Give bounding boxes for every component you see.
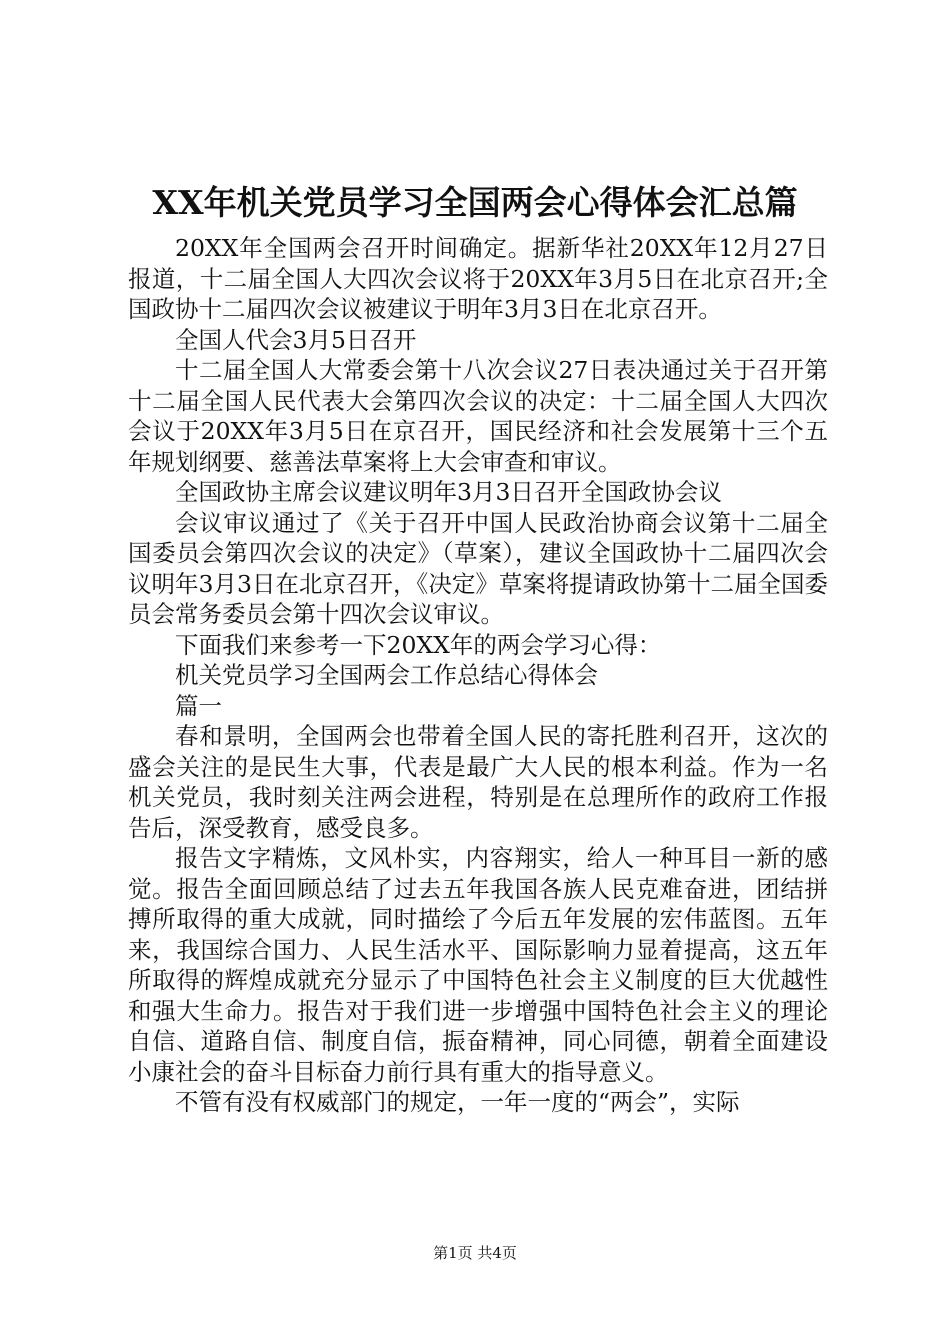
paragraph: 20XX年全国两会召开时间确定。据新华社20XX年12月27日报道，十二届全国人大四次会议将于20XX年3月5日在北京召开;全国政协十二届四次会议被建议于明年3月3日在北京召开。 [128, 234, 828, 323]
paragraph: 十二届全国人大常委会第十八次会议27日表决通过关于召开第十二届全国人民代表大会第四次会议的决定：十二届全国人大四次会议于20XX年3月5日在京召开，国民经济和社会发展第十三个五年规划纲要、慈善法草案将上大会审查和审议。 [128, 356, 828, 476]
paragraph: 不管有没有权威部门的规定，一年一度的“两会”，实际 [175, 1088, 740, 1116]
paragraph: 全国人代会3月5日召开 [175, 325, 417, 354]
document-body [128, 233, 828, 1118]
paragraph: 全国政协主席会议建议明年3月3日召开全国政协会议 [175, 478, 722, 506]
paragraph: 下面我们来参考一下20XX年的两会学习心得： [175, 630, 662, 659]
document-title: XX年机关党员学习全国两会心得体会汇总篇 [152, 183, 798, 222]
paragraph: 机关党员学习全国两会工作总结心得体会 [175, 661, 598, 689]
page-number-footer: 第1页 共4页 [433, 1244, 517, 1262]
paragraph: 篇一 [175, 691, 222, 720]
paragraph: 报告文字精炼，文风朴实，内容翔实，给人一种耳目一新的感觉。报告全面回顾总结了过去五年我国各族人民克难奋进，团结拼搏所取得的重大成就，同时描绘了今后五年发展的宏伟蓝图。五年来，我国综合国力、人民生活水平、国际影响力显着提高，这五年所取得的辉煌成就充分显示了中国特色社会主义制度的巨大优越性和强大生命力。报告对于我们进一步增强中国特色社会主义的理论自信、道路自信、制度自信，振奋精神，同心同德，朝着全面建设小康社会的奋斗目标奋力前行具有重大的指导意义。 [128, 844, 828, 1086]
paragraph: 春和景明，全国两会也带着全国人民的寄托胜利召开，这次的盛会关注的是民生大事，代表是最广大人民的根本利益。作为一名机关党员，我时刻关注两会进程，特别是在总理所作的政府工作报告后，深受教育，感受良多。 [128, 722, 828, 842]
paragraph: 会议审议通过了《关于召开中国人民政治协商会议第十二届全国委员会第四次会议的决定》（草案），建议全国政协十二届四次会议明年3月3日在北京召开，《决定》草案将提请政协第十二届全国委员会常务委员会第十四次会议审议。 [128, 508, 828, 628]
